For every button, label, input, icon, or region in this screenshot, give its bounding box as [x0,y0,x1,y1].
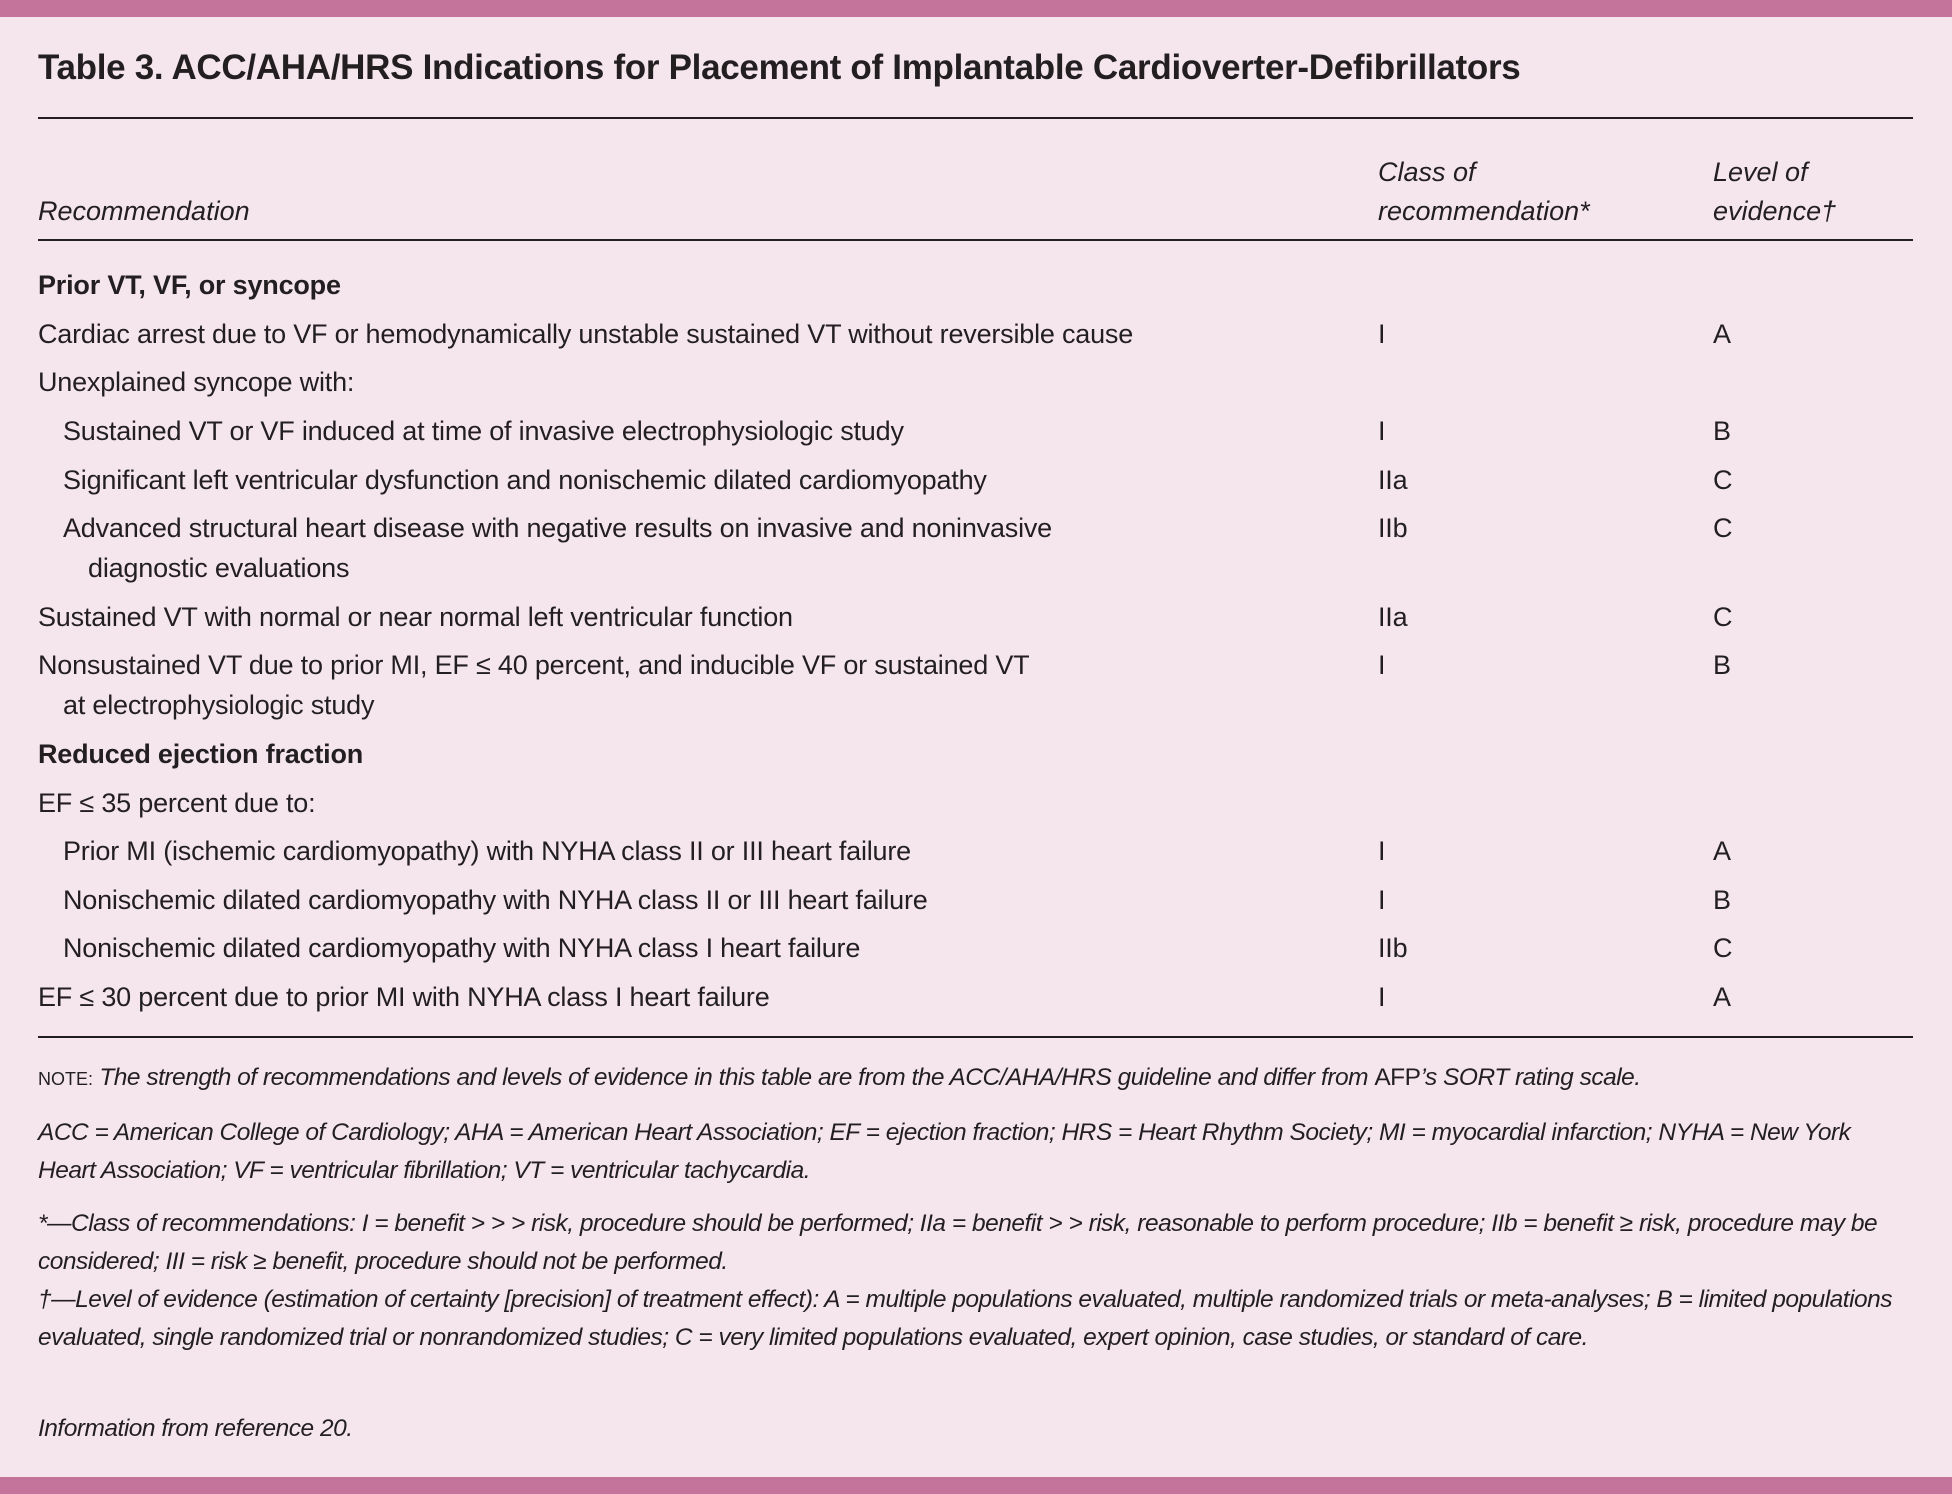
table-row [38,876,1913,925]
table-body [38,261,1913,1021]
recommendation-cell [38,597,1338,637]
class-cell: IIb [1378,933,1408,964]
class-cell: I [1378,836,1386,867]
recommendation-text: Prior MI (ischemic cardiomyopathy) with NYHA class II or III heart failure [63,836,911,867]
table-row [38,407,1913,456]
header-class-line2: recommendation* [1378,196,1590,226]
table-row [38,358,1913,407]
recommendation-cell [38,314,1338,354]
level-cell: B [1713,416,1731,447]
top-stripe [0,0,1952,17]
recommendation-text: Nonischemic dilated cardiomyopathy with NYHA class I heart failure [63,933,861,964]
level-cell: C [1713,933,1733,964]
class-cell: IIb [1378,513,1408,544]
table-row [38,593,1913,642]
table-row [38,455,1913,504]
table-row [38,973,1913,1022]
note-text: The strength of recommendations and levels of evidence in this table are from the ACC/AHA/HRS guideline and differ from [93,1064,1375,1091]
note-afp: AFP [1374,1064,1421,1091]
header-level [1713,153,1836,231]
abbreviations: ACC = American College of Cardiology; AHA = American Heart Association; EF = ejection fraction; HRS = Heart Rhythm Society; MI = myocardial infarction; NYHA = New York Heart Association; VF = ventricular fibrillation; VT = ventricular tachycardia. [38,1119,1851,1184]
table-row [38,641,1913,730]
class-cell: I [1378,318,1386,349]
section-header [38,730,1913,779]
recommendation-text: diagnostic evaluations [88,553,350,584]
class-cell: I [1378,650,1386,681]
recommendation-text: Sustained VT with normal or near normal left ventricular function [38,601,793,632]
recommendation-text: Unexplained syncope with: [38,367,355,398]
class-cell: I [1378,884,1386,915]
recommendation-text: Nonsustained VT due to prior MI, EF ≤ 40 percent, and inducible VF or sustained VT [38,650,1030,681]
header-class-line1: Class of [1378,157,1476,187]
recommendation-cell [38,508,1363,588]
level-cell: C [1713,464,1733,495]
level-cell: B [1713,650,1731,681]
level-cell: A [1713,836,1731,867]
note-label: NOTE: [38,1069,94,1089]
level-cell: A [1713,982,1731,1013]
class-cell: IIa [1378,601,1408,632]
level-cell: B [1713,884,1731,915]
recommendation-cell [38,977,1338,1017]
table-row [38,504,1913,593]
recommendation-cell [38,880,1363,920]
recommendation-text: Prior VT, VF, or syncope [38,270,341,301]
header-level-line2: evidence† [1713,196,1837,226]
note [38,1059,1913,1098]
recommendation-text: at electrophysiologic study [63,690,375,721]
header-level-line1: Level of [1713,157,1808,187]
recommendation-text: Significant left ventricular dysfunction and nonischemic dilated cardiomyopathy [63,464,987,495]
class-footnote: *—Class of recommendations: I = benefit > > > risk, procedure should be performed; IIa = benefit > > risk, reasonable to perform procedure; IIb = benefit ≥ risk, procedure may be considered; III = risk ≥ benefit, procedure should not be performed. [38,1210,1878,1275]
level-footnote: †—Level of evidence (estimation of certainty [precision] of treatment effect): A = multiple populations evaluated, multiple randomized trials or meta-analyses; B = limited populations evaluated, single randomized trial or nonrandomized studies; C = very limited populations evaluated, expert opinion, case studies, or standard of care. [38,1286,1893,1351]
table-row [38,924,1913,973]
recommendation-text: EF ≤ 35 percent due to: [38,787,316,818]
table-row [38,778,1913,827]
recommendation-cell [38,411,1363,451]
class-cell: I [1378,982,1386,1013]
class-cell: IIa [1378,464,1408,495]
recommendation-cell [38,783,1338,823]
level-cell: A [1713,318,1731,349]
recommendation-cell [38,460,1363,500]
level-cell: C [1713,601,1733,632]
recommendation-cell [38,928,1363,968]
table-title: Table 3. ACC/AHA/HRS Indications for Placement of Implantable Cardioverter-Defibrillators [38,48,1521,87]
recommendation-cell [38,362,1338,402]
recommendation-cell [38,645,1338,725]
level-cell: C [1713,513,1733,544]
bottom-rule [38,1036,1913,1038]
recommendation-text: Nonischemic dilated cardiomyopathy with NYHA class II or III heart failure [63,884,928,915]
recommendation-text: Sustained VT or VF induced at time of invasive electrophysiologic study [63,416,904,447]
title-rule [38,117,1913,119]
bottom-stripe [0,1477,1952,1494]
source-note: Information from reference 20. [38,1415,353,1442]
recommendation-cell [38,265,1338,305]
header-class [1378,153,1590,231]
recommendation-text: EF ≤ 30 percent due to prior MI with NYHA class I heart failure [38,982,770,1013]
recommendation-cell [38,831,1363,871]
recommendation-text: Advanced structural heart disease with negative results on invasive and noninvasive [63,513,1052,544]
note-text-end: ’s SORT rating scale. [1420,1064,1641,1091]
recommendation-text: Reduced ejection fraction [38,739,364,770]
recommendation-text: Cardiac arrest due to VF or hemodynamically unstable sustained VT without reversible cause [38,318,1134,349]
header-rule [38,239,1913,241]
table-row [38,827,1913,876]
section-header [38,261,1913,310]
header-recommendation: Recommendation [38,196,250,226]
table-row [38,310,1913,359]
recommendation-cell [38,734,1338,774]
class-cell: I [1378,416,1386,447]
